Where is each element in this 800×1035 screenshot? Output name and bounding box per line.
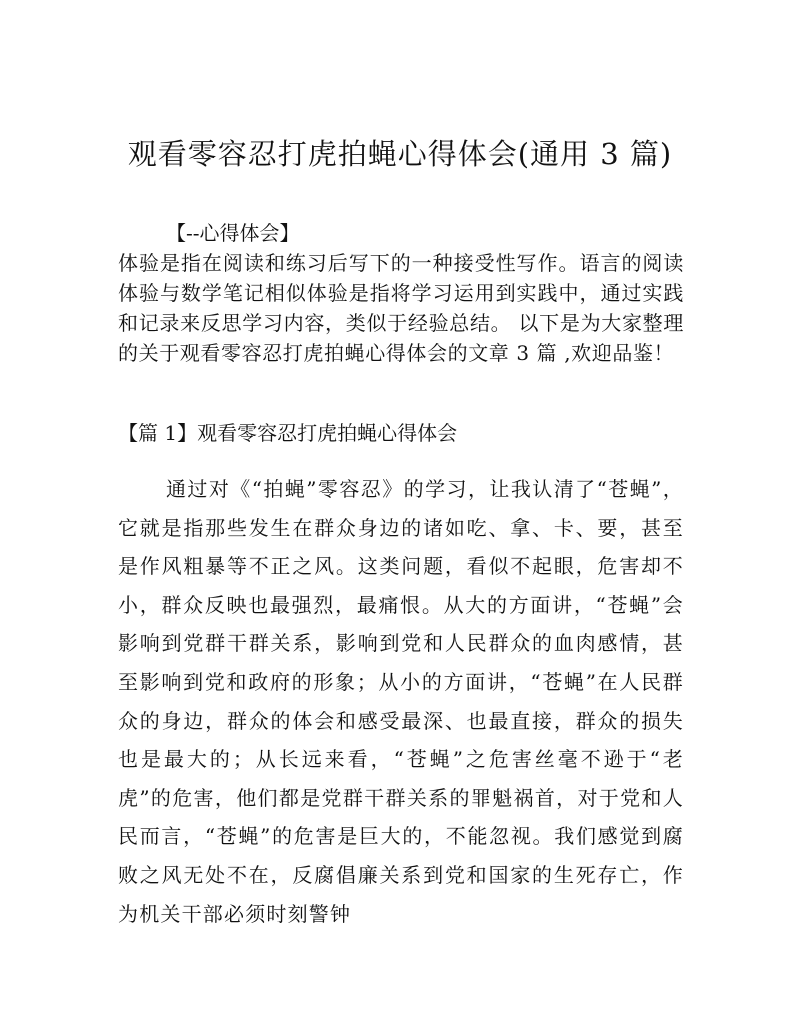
abstract-block [118,218,684,368]
section-heading: 【篇 1】观看零容忍打虎拍蝇心得体会 [118,421,458,445]
document-title: 观看零容忍打虎拍蝇心得体会(通用 3 篇) [127,137,673,171]
abstract-text: 体验是指在阅读和练习后写下的一种接受性写作。语言的阅读体验与数学笔记相似体验是指将学习运用到实践中，通过实践和记录来反思学习内容，类似于经验总结。 以下是为大家整理的关于观看零容忍打虎拍蝇心得体会的文章 3 篇 ,欢迎品鉴！ [118,251,684,365]
section-body: 通过对《“拍蝇”零容忍》的学习，让我认清了“苍蝇”，它就是指那些发生在群众身边的诸如吃、拿、卡、要，甚至是作风粗暴等不正之风。这类问题，看似不起眼，危害却不小，群众反映也最强烈，最痛恨。从大的方面讲，“苍蝇”会影响到党群干群关系，影响到党和人民群众的血肉感情，甚至影响到党和政府的形象；从小的方面讲，“苍蝇”在人民群众的身边，群众的体会和感受最深、也最直接，群众的损失也是最大的；从长远来看，“苍蝇”之危害丝毫不逊于“老虎”的危害，他们都是党群干群关系的罪魁祸首，对于党和人民而言，“苍蝇”的危害是巨大的，不能忽视。我们感觉到腐败之风无处不在，反腐倡廉关系到党和国家的生死存亡，作为机关干部必须时刻警钟 [118,477,684,926]
abstract-tag: 【--心得体会】 [166,221,300,245]
